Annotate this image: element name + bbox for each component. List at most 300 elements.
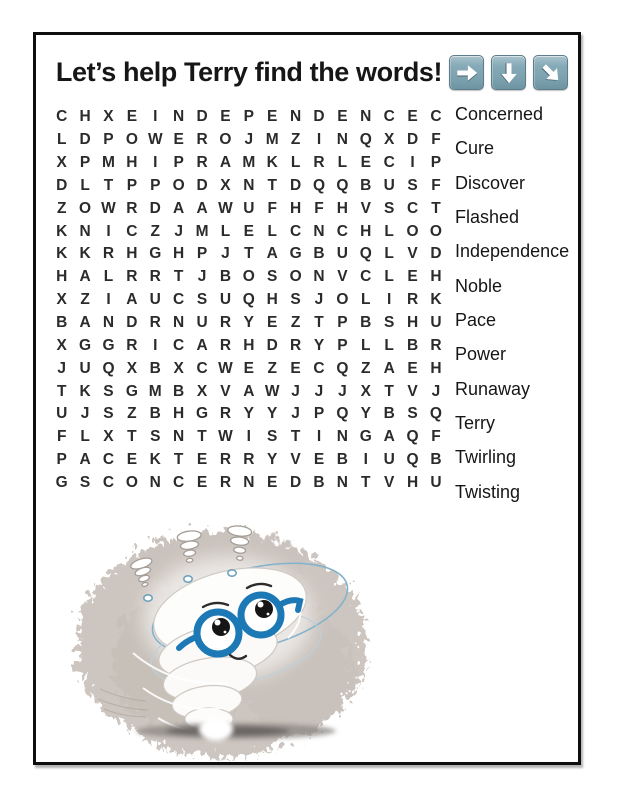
grid-letter[interactable]: E [267,473,278,491]
grid-letter[interactable]: C [406,199,419,217]
grid-letter[interactable]: W [264,382,280,400]
grid-letter[interactable]: A [79,314,91,332]
grid-letter[interactable]: Q [336,176,349,194]
grid-letter[interactable]: S [407,405,418,423]
grid-letter[interactable]: I [410,154,415,172]
grid-letter[interactable]: X [103,428,114,446]
grid-letter[interactable]: L [56,131,67,149]
grid-letter[interactable]: Y [243,405,254,423]
grid-letter[interactable]: H [126,245,138,263]
grid-letter[interactable]: P [196,245,208,263]
grid-letter[interactable]: P [150,176,161,194]
grid-letter[interactable]: Q [102,359,115,377]
grid-letter[interactable]: K [430,291,442,309]
grid-letter[interactable]: W [147,131,163,149]
grid-letter[interactable]: U [149,291,161,309]
grid-letter[interactable]: F [431,176,441,194]
grid-letter[interactable]: M [148,382,162,400]
grid-letter[interactable]: X [103,108,114,126]
grid-letter[interactable]: D [126,314,138,332]
grid-letter[interactable]: E [290,359,301,377]
grid-letter[interactable]: S [290,291,301,309]
grid-letter[interactable]: T [197,428,207,446]
grid-letter[interactable]: L [267,222,277,240]
grid-letter[interactable]: J [174,222,183,240]
grid-letter[interactable]: C [173,291,185,309]
grid-letter[interactable]: E [196,451,208,469]
grid-letter[interactable]: R [149,268,161,286]
grid-letter[interactable]: R [430,336,442,354]
grid-letter[interactable]: V [290,451,301,469]
grid-letter[interactable]: H [79,108,91,126]
grid-letter[interactable]: H [266,291,278,309]
grid-letter[interactable]: P [173,154,184,172]
right-arrow-icon [454,60,480,86]
grid-letter[interactable]: C [336,222,348,240]
grid-letter[interactable]: D [149,199,161,217]
grid-letter[interactable]: O [125,473,138,491]
grid-letter[interactable]: A [383,428,395,446]
grid-letter[interactable]: Z [127,405,137,423]
grid-letter[interactable]: P [126,176,138,194]
grid-letter[interactable]: D [313,108,325,126]
grid-letter[interactable]: V [383,473,395,491]
grid-letter[interactable]: O [172,176,185,194]
grid-letter[interactable]: Q [359,131,372,149]
grid-letter[interactable]: S [267,428,278,446]
grid-letter[interactable]: B [313,473,325,491]
word-list [455,97,569,509]
grid-letter[interactable]: O [429,222,442,240]
grid-letter[interactable]: N [173,108,185,126]
grid-letter[interactable]: L [220,222,231,240]
right-pupil [255,600,273,618]
grid-letter[interactable]: Y [313,336,325,354]
grid-letter[interactable]: C [56,108,68,126]
direction-down-button[interactable] [491,55,526,90]
grid-letter[interactable]: O [289,268,302,286]
grid-letter[interactable]: S [383,199,395,217]
grid-letter[interactable]: A [266,245,278,263]
grid-letter[interactable]: E [220,108,231,126]
grid-letter[interactable]: K [56,245,68,263]
grid-letter[interactable]: R [313,154,325,172]
grid-letter[interactable]: H [430,359,442,377]
grid-letter[interactable]: S [383,314,395,332]
grid-letter[interactable]: T [290,428,301,446]
grid-letter[interactable]: P [56,451,67,469]
grid-letter[interactable]: Z [80,291,90,309]
grid-letter[interactable]: A [173,199,185,217]
grid-letter[interactable]: E [243,222,254,240]
grid-letter[interactable]: C [360,268,372,286]
grid-letter[interactable]: E [267,108,278,126]
grid-letter[interactable]: N [336,473,348,491]
grid-letter[interactable]: H [56,268,68,286]
grid-letter[interactable]: T [56,382,67,400]
grid-letter[interactable]: O [79,199,92,217]
grid-letter[interactable]: I [106,222,111,240]
grid-letter[interactable]: X [126,359,138,377]
grid-letter[interactable]: J [197,268,207,286]
grid-letter[interactable]: L [80,428,90,446]
grid-letter[interactable]: N [290,108,302,126]
grid-letter[interactable]: B [430,451,442,469]
grid-letter[interactable]: U [79,359,91,377]
grid-letter[interactable]: I [153,336,158,354]
grid-letter[interactable]: L [290,154,301,172]
grid-letter[interactable]: G [55,473,68,491]
grid-letter[interactable]: K [56,222,68,240]
grid-letter[interactable]: I [153,108,158,126]
grid-letter[interactable]: B [149,405,161,423]
grid-letter[interactable]: X [56,336,67,354]
grid-letter[interactable]: G [359,428,372,446]
grid-letter[interactable]: G [102,336,115,354]
grid-letter[interactable]: P [337,314,348,332]
grid-letter[interactable]: B [406,336,419,354]
grid-letter[interactable]: C [383,154,395,172]
grid-letter[interactable]: Q [242,291,255,309]
grid-letter[interactable]: N [313,268,325,286]
grid-letter[interactable]: C [126,222,138,240]
grid-letter[interactable]: L [384,245,394,263]
grid-letter[interactable]: X [173,359,184,377]
grid-letter[interactable]: D [406,131,419,149]
grid-letter[interactable]: A [383,359,395,377]
grid-letter[interactable]: I [387,291,392,309]
grid-letter[interactable]: B [149,359,161,377]
grid-letter[interactable]: L [384,222,394,240]
grid-letter[interactable]: T [267,176,277,194]
grid-letter[interactable]: W [218,359,233,377]
grid-letter[interactable]: X [196,382,208,400]
grid-letter[interactable]: E [407,268,418,286]
grid-letter[interactable]: P [103,131,114,149]
grid-letter[interactable]: R [243,451,255,469]
grid-letter[interactable]: E [313,451,325,469]
grid-letter[interactable]: L [80,176,90,194]
grid-letter[interactable]: T [173,451,184,469]
grid-letter[interactable]: H [336,199,348,217]
grid-letter[interactable]: H [430,268,442,286]
grid-letter[interactable]: U [430,314,442,332]
grid-letter[interactable]: A [243,382,255,400]
grid-letter[interactable]: N [313,222,325,240]
grid-letter[interactable]: A [196,336,208,354]
grid-letter[interactable]: E [126,108,138,126]
grid-letter[interactable]: O [242,268,255,286]
grid-letter[interactable]: J [291,382,300,400]
grid-letter[interactable]: O [219,131,232,149]
grid-letter[interactable]: H [173,405,185,423]
grid-letter[interactable]: O [125,131,138,149]
grid-letter[interactable]: Z [290,131,301,149]
grid-letter[interactable]: Z [361,359,371,377]
grid-letter[interactable]: T [431,199,441,217]
grid-letter[interactable]: Q [406,451,419,469]
grid-letter[interactable]: X [220,176,231,194]
word-list-item: Independence [455,241,570,262]
grid-letter[interactable]: I [316,428,322,446]
grid-letter[interactable]: C [196,359,208,377]
grid-letter[interactable]: Z [267,359,277,377]
grid-letter[interactable]: S [150,428,161,446]
grid-letter[interactable]: Y [360,405,371,423]
grid-letter[interactable]: I [153,154,158,172]
grid-letter[interactable]: E [126,451,138,469]
grid-letter[interactable]: X [383,131,395,149]
grid-letter[interactable]: G [196,405,209,423]
grid-letter[interactable]: C [102,451,115,469]
grid-letter[interactable]: F [431,131,441,149]
grid-letter[interactable]: F [431,428,441,446]
grid-letter[interactable]: D [290,473,302,491]
grid-letter[interactable]: B [383,405,395,423]
grid-letter[interactable]: P [430,154,442,172]
grid-letter[interactable]: H [126,154,138,172]
grid-letter[interactable]: I [363,451,368,469]
grid-letter[interactable]: L [103,268,114,286]
grid-letter[interactable]: N [173,314,185,332]
grid-letter[interactable]: B [360,314,372,332]
grid-letter[interactable]: X [56,291,67,309]
direction-diagonal-button[interactable] [533,55,568,90]
grid-letter[interactable]: J [57,359,66,377]
grid-letter[interactable]: T [314,314,324,332]
grid-letter[interactable]: J [338,382,347,400]
grid-letter[interactable]: S [103,382,114,400]
grid-letter[interactable]: J [314,382,324,400]
grid-letter[interactable]: D [196,108,208,126]
grid-letter[interactable]: J [291,405,300,423]
puzzle-title: Let’s help Terry find the words! [55,57,443,87]
grid-letter[interactable]: R [102,245,115,263]
grid-letter[interactable]: Z [150,222,160,240]
grid-letter[interactable]: Q [406,428,419,446]
grid-letter[interactable]: O [406,222,419,240]
grid-letter[interactable]: J [431,382,441,400]
grid-letter[interactable]: U [383,451,395,469]
grid-letter[interactable]: C [290,222,302,240]
grid-letter[interactable]: E [243,359,254,377]
grid-letter[interactable]: L [384,336,394,354]
grid-letter[interactable]: F [314,199,324,217]
grid-letter[interactable]: U [196,314,208,332]
grid-letter[interactable]: Y [243,314,254,332]
grid-letter[interactable]: N [79,222,91,240]
grid-letter[interactable]: J [80,405,90,423]
grid-letter[interactable]: C [313,359,325,377]
grid-letter[interactable]: A [79,268,91,286]
grid-letter[interactable]: A [219,154,232,172]
grid-letter[interactable]: B [56,314,68,332]
grid-letter[interactable]: G [149,245,162,263]
grid-letter[interactable]: M [265,131,279,149]
grid-letter[interactable]: C [430,108,442,126]
grid-letter[interactable]: U [383,176,395,194]
grid-letter[interactable]: P [79,154,91,172]
grid-letter[interactable]: M [242,154,256,172]
grid-letter[interactable]: J [244,131,254,149]
grid-letter[interactable]: E [360,154,371,172]
grid-letter[interactable]: E [196,473,208,491]
grid-letter[interactable]: E [337,108,348,126]
grid-letter[interactable]: R [219,336,232,354]
grid-letter[interactable]: R [126,268,138,286]
grid-letter[interactable]: N [360,108,372,126]
grid-letter[interactable]: R [196,131,208,149]
grid-letter[interactable]: R [126,199,138,217]
grid-letter[interactable]: S [267,268,278,286]
grid-letter[interactable]: G [289,245,302,263]
grid-letter[interactable]: S [407,176,418,194]
grid-letter[interactable]: V [407,382,418,400]
grid-letter[interactable]: N [102,314,115,332]
grid-letter[interactable]: C [173,473,185,491]
grid-letter[interactable]: D [290,176,302,194]
grid-letter[interactable]: H [290,199,302,217]
word-list-item: Concerned [455,104,544,124]
grid-letter[interactable]: R [196,154,208,172]
grid-letter[interactable]: E [267,314,278,332]
grid-letter[interactable]: A [79,451,91,469]
grid-letter[interactable]: B [336,451,348,469]
grid-letter[interactable]: J [221,245,230,263]
grid-letter[interactable]: C [173,336,185,354]
grid-letter[interactable]: Q [336,405,349,423]
grid-letter[interactable]: H [173,245,185,263]
grid-letter[interactable]: D [266,336,278,354]
grid-letter[interactable]: F [267,199,277,217]
grid-letter[interactable]: R [219,405,232,423]
grid-letter[interactable]: A [196,199,208,217]
grid-letter[interactable]: Z [56,199,67,217]
grid-letter[interactable]: J [314,291,324,309]
grid-letter[interactable]: D [430,245,442,263]
grid-letter[interactable]: L [361,336,371,354]
grid-letter[interactable]: D [79,131,91,149]
grid-letter[interactable]: N [243,473,255,491]
grid-letter[interactable]: R [406,291,419,309]
grid-letter[interactable]: D [56,176,68,194]
grid-letter[interactable]: T [244,245,254,263]
grid-letter[interactable]: H [243,336,255,354]
grid-letter[interactable]: I [246,428,251,446]
grid-letter[interactable]: S [196,291,208,309]
grid-letter[interactable]: Y [267,451,278,469]
grid-letter[interactable]: X [360,382,371,400]
grid-letter[interactable]: B [173,382,185,400]
grid-letter[interactable]: P [313,405,325,423]
grid-letter[interactable]: U [56,405,68,423]
grid-letter[interactable]: R [219,314,232,332]
grid-letter[interactable]: C [102,473,115,491]
grid-letter[interactable]: U [243,199,255,217]
grid-letter[interactable]: M [102,154,115,172]
grid-letter[interactable]: T [384,382,394,400]
grid-letter[interactable]: V [220,382,231,400]
grid-letter[interactable]: R [219,473,232,491]
grid-letter[interactable]: V [407,245,418,263]
grid-letter[interactable]: G [79,336,92,354]
grid-letter[interactable]: I [106,291,111,309]
grid-letter[interactable]: T [173,268,184,286]
grid-letter[interactable]: Q [312,176,326,194]
grid-letter[interactable]: B [219,268,232,286]
grid-letter[interactable]: E [407,359,418,377]
grid-letter[interactable]: V [360,199,371,217]
grid-letter[interactable]: D [196,176,208,194]
grid-letter[interactable]: K [266,154,278,172]
grid-letter[interactable]: K [79,382,91,400]
grid-letter[interactable]: Q [336,359,349,377]
grid-letter[interactable]: W [101,199,116,217]
grid-letter[interactable]: S [79,473,91,491]
grid-letter[interactable]: K [79,245,91,263]
grid-letter[interactable]: R [219,451,232,469]
grid-letter[interactable]: N [336,428,348,446]
grid-letter[interactable]: U [219,291,232,309]
word-list-item: Power [455,344,507,365]
grid-letter[interactable]: T [361,473,371,491]
grid-letter[interactable]: H [406,314,419,332]
grid-letter[interactable]: Q [359,245,372,263]
grid-letter[interactable]: Y [267,405,278,423]
grid-letter[interactable]: I [316,131,322,149]
grid-letter[interactable]: L [384,268,394,286]
grid-letter[interactable]: L [361,291,371,309]
grid-letter[interactable]: P [337,336,348,354]
grid-letter[interactable]: H [406,473,419,491]
grid-letter[interactable]: Z [290,314,301,332]
grid-letter[interactable]: R [149,314,161,332]
grid-letter[interactable]: B [360,176,372,194]
grid-letter[interactable]: N [149,473,161,491]
grid-letter[interactable]: E [407,108,418,126]
grid-letter[interactable]: U [430,473,442,491]
grid-letter[interactable]: U [336,245,348,263]
grid-letter[interactable]: W [218,199,233,217]
grid-letter[interactable]: C [383,108,395,126]
grid-letter[interactable]: V [337,268,348,286]
grid-letter[interactable]: S [103,405,114,423]
grid-letter[interactable]: N [243,176,255,194]
grid-letter[interactable]: T [103,176,114,194]
grid-letter[interactable]: B [313,245,325,263]
grid-letter[interactable]: X [56,154,67,172]
grid-letter[interactable]: E [173,131,184,149]
grid-letter[interactable]: R [290,336,302,354]
grid-letter[interactable]: K [149,451,161,469]
direction-right-button[interactable] [449,55,484,90]
grid-letter[interactable]: O [336,291,349,309]
grid-letter[interactable]: R [126,336,138,354]
grid-letter[interactable]: G [125,382,138,400]
left-pupil [212,618,230,636]
grid-letter[interactable]: W [218,428,233,446]
grid-letter[interactable]: N [336,131,348,149]
grid-letter[interactable]: H [360,222,372,240]
grid-letter[interactable]: F [56,428,67,446]
grid-letter[interactable]: Q [429,405,442,423]
grid-letter[interactable]: M [195,222,209,240]
grid-letter[interactable]: T [127,428,137,446]
grid-letter[interactable]: L [337,154,348,172]
grid-letter[interactable]: N [173,428,185,446]
grid-letter[interactable]: A [126,291,138,309]
grid-letter[interactable]: P [243,108,254,126]
